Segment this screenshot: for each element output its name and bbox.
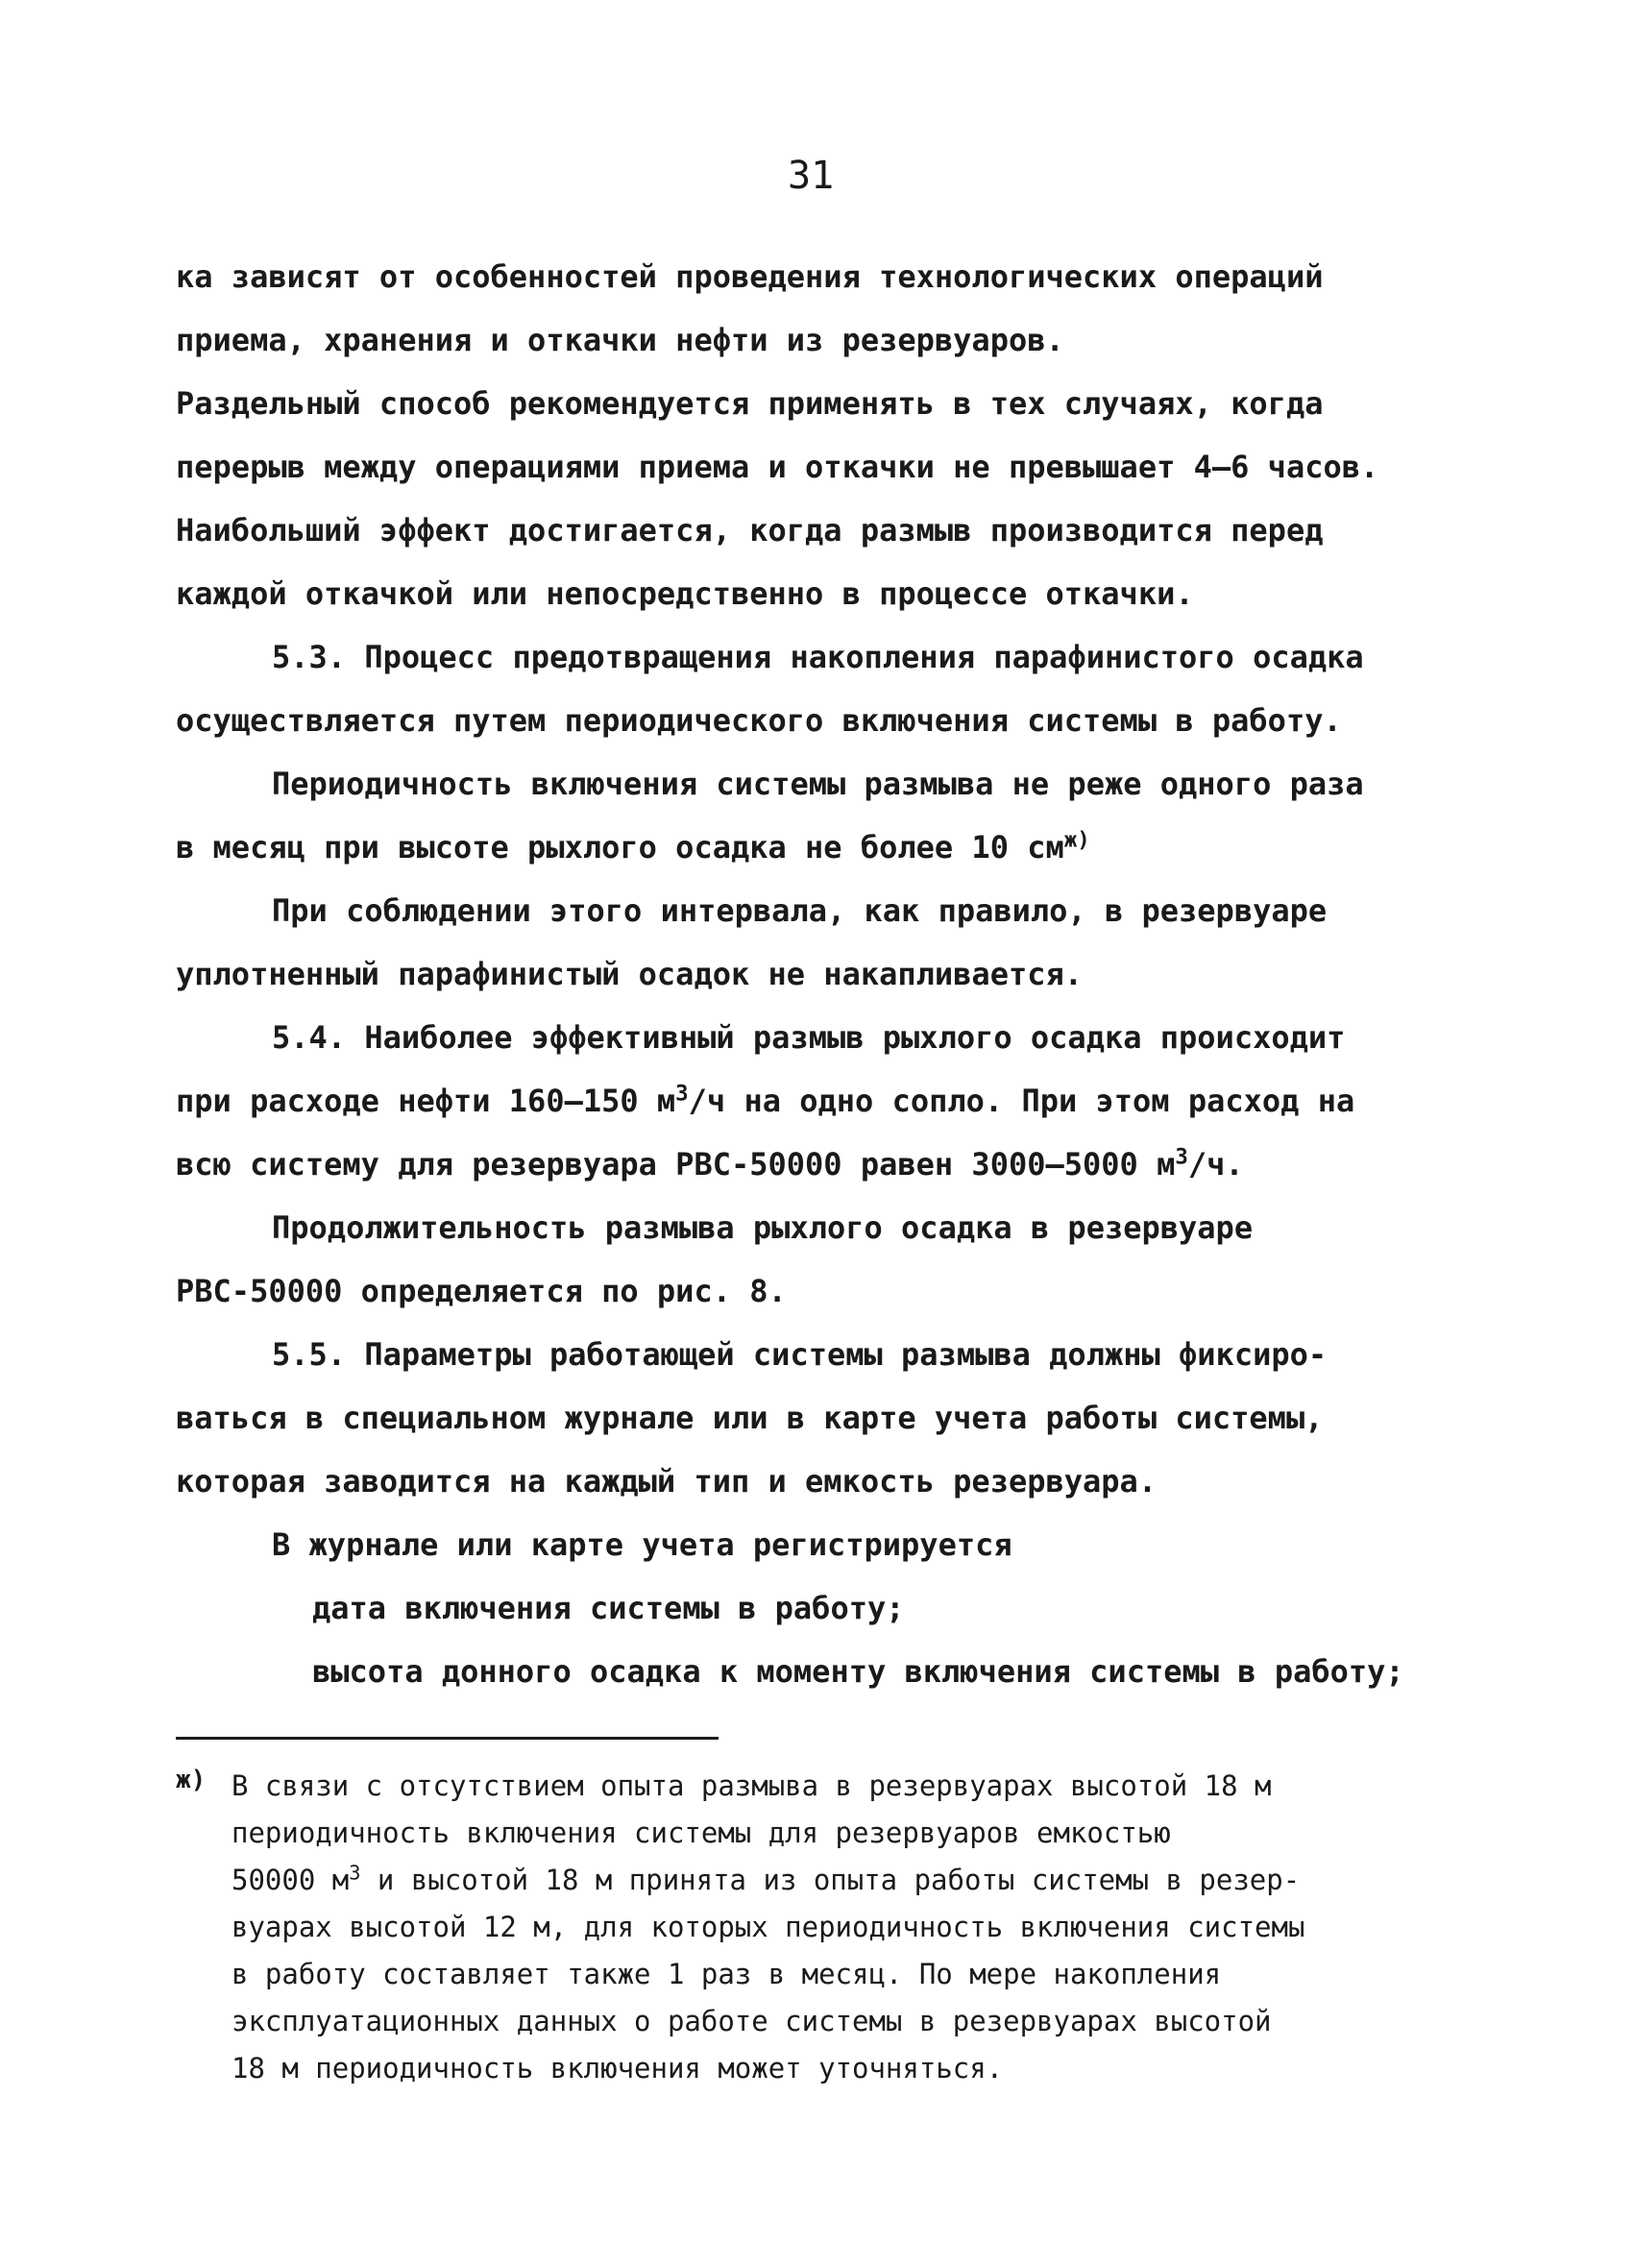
section-5-5-line: 5.5. Параметры работающей системы размыва должны фиксиро- <box>272 1336 1328 1373</box>
footnote-line: эксплуатационных данных о работе системы в резервуарах высотой <box>232 2005 1272 2037</box>
footnote-line: периодичность включения системы для резервуаров емкостью <box>232 1817 1171 1849</box>
paragraph-line <box>176 816 1463 879</box>
line-text: /ч. <box>1187 1146 1244 1183</box>
footnote-divider <box>176 1737 719 1740</box>
footnote-line: вуарах высотой 12 м, для которых периодичность включения системы <box>232 1911 1305 1943</box>
paragraph-line: ваться в специальном журнале или в карте учета работы системы, <box>176 1400 1324 1436</box>
paragraph-line: приема, хранения и откачки нефти из резервуаров. <box>176 322 1064 358</box>
paragraph-line: каждой откачкой или непосредственно в процессе откачки. <box>176 575 1194 612</box>
footnote-body <box>232 1763 1482 2092</box>
section-5-4-line: 5.4. Наиболее эффективный размыв рыхлого осадка происходит <box>272 1019 1346 1056</box>
line-text: и высотой 18 м принята из опыта работы системы в резер- <box>360 1864 1301 1896</box>
footnote-mark: ж) <box>176 1766 207 1794</box>
paragraph-line: Раздельный способ рекомендуется применять в тех случаях, когда <box>176 385 1324 422</box>
superscript-3: 3 <box>1175 1144 1188 1170</box>
footnote-line: в работу составляет также 1 раз в месяц. По мере накопления <box>232 1958 1222 1990</box>
page-number: 31 <box>788 154 835 198</box>
body-text <box>176 245 1463 1703</box>
list-item: дата включения системы в работу; <box>312 1590 905 1626</box>
footnote-reference: ж) <box>1063 827 1090 853</box>
paragraph-line: Наибольший эффект достигается, когда размыв производится перед <box>176 512 1324 549</box>
section-5-3-line: 5.3. Процесс предотвращения накопления парафинистого осадка <box>272 639 1364 675</box>
paragraph-line: При соблюдении этого интервала, как правило, в резервуаре <box>272 892 1328 929</box>
paragraph-line <box>176 1069 1463 1133</box>
superscript-3: 3 <box>675 1081 689 1107</box>
paragraph-line <box>176 1133 1463 1196</box>
line-text: /ч на одно сопло. При этом расход на <box>688 1083 1355 1119</box>
paragraph-line: РВС-50000 определяется по рис. 8. <box>176 1273 787 1309</box>
line-text: 50000 м <box>232 1864 350 1896</box>
footnote-line: 18 м периодичность включения может уточняться. <box>232 2052 1004 2085</box>
paragraph-line: В журнале или карте учета регистрируется <box>272 1526 1012 1563</box>
line-text: всю систему для резервуара РВС-50000 равен 3000–5000 м <box>176 1146 1176 1183</box>
paragraph-line: перерыв между операциями приема и откачки не превышает 4–6 часов. <box>176 449 1379 485</box>
paragraph-line: Продолжительность размыва рыхлого осадка в резервуаре <box>272 1209 1254 1246</box>
paragraph-line: Периодичность включения системы размыва не реже одного раза <box>272 766 1364 802</box>
superscript-3: 3 <box>349 1861 361 1885</box>
footnote-line: В связи с отсутствием опыта размыва в резервуарах высотой 18 м <box>232 1769 1272 1802</box>
paragraph-line: уплотненный парафинистый осадок не накапливается. <box>176 956 1084 992</box>
line-text: при расходе нефти 160–150 м <box>176 1083 676 1119</box>
paragraph-line: осуществляется путем периодического включения системы в работу. <box>176 702 1342 739</box>
footnote <box>176 1763 1482 2092</box>
footnote-line <box>232 1857 1482 1904</box>
list-item: высота донного осадка к моменту включения системы в работу; <box>312 1653 1404 1690</box>
paragraph-line: ка зависят от особенностей проведения технологических операций <box>176 258 1324 295</box>
line-text: в месяц при высоте рыхлого осадка не более 10 см <box>176 829 1064 866</box>
paragraph-line: которая заводится на каждый тип и емкость резервуара. <box>176 1463 1158 1500</box>
